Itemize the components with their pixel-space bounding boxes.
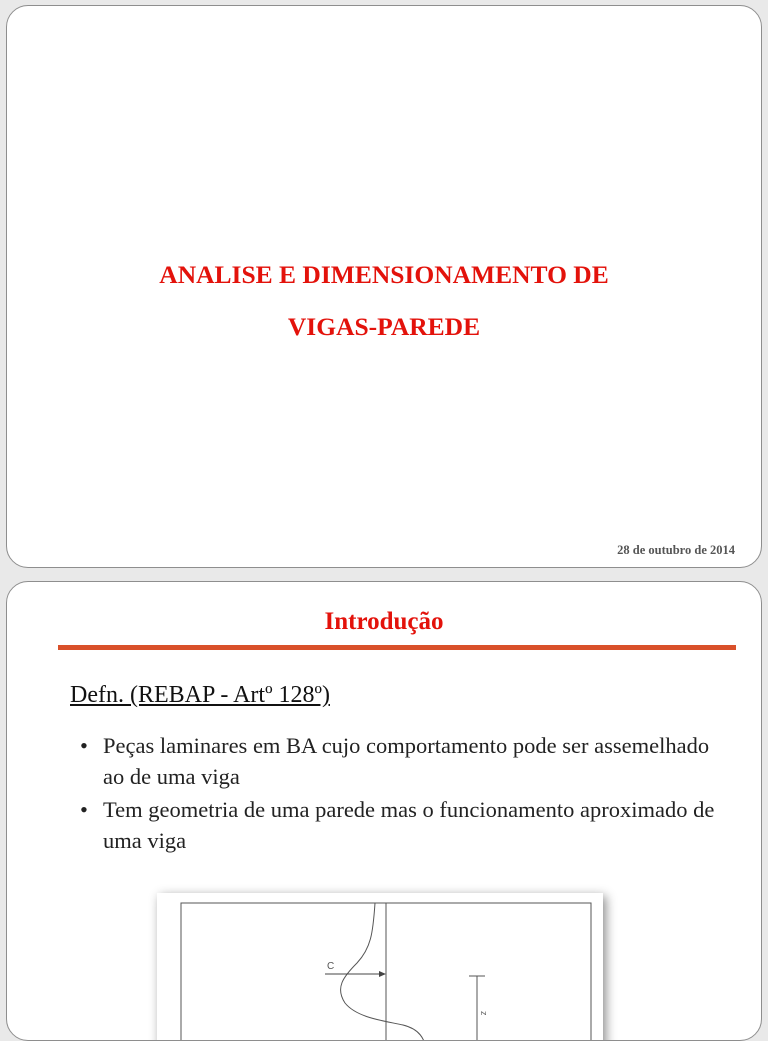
title-line-2: VIGAS-PAREDE: [287, 312, 481, 341]
bullet-text: Peças laminares em BA cujo comportamento pode ser assemelhado ao de uma viga: [103, 733, 710, 789]
stress-curve: [341, 903, 427, 1041]
title-line-1: ANALISE E DIMENSIONAMENTO DE: [159, 260, 609, 289]
stress-diagram-figure: [157, 893, 603, 1041]
heading-divider: [58, 645, 736, 650]
bullet-dot: •: [80, 797, 88, 822]
slide-heading: Introdução: [324, 608, 444, 635]
compression-arrowhead: [379, 971, 386, 977]
slide-title: [6, 5, 762, 568]
stress-diagram: [157, 893, 603, 1041]
label-z: z: [479, 1011, 489, 1016]
bullet-item: [80, 794, 720, 856]
bullet-item: [80, 730, 720, 792]
slide-date: 28 de outubro de 2014: [617, 543, 735, 557]
bullet-dot: •: [80, 733, 88, 758]
bullet-list: [80, 730, 720, 858]
label-c: C: [327, 961, 335, 972]
definition-heading: Defn. (REBAP - Artº 128º): [70, 682, 330, 708]
presentation-title: [7, 249, 761, 353]
bullet-text: Tem geometria de uma parede mas o funcionamento aproximado de uma viga: [103, 797, 715, 853]
slide-introduction: [6, 581, 762, 1041]
